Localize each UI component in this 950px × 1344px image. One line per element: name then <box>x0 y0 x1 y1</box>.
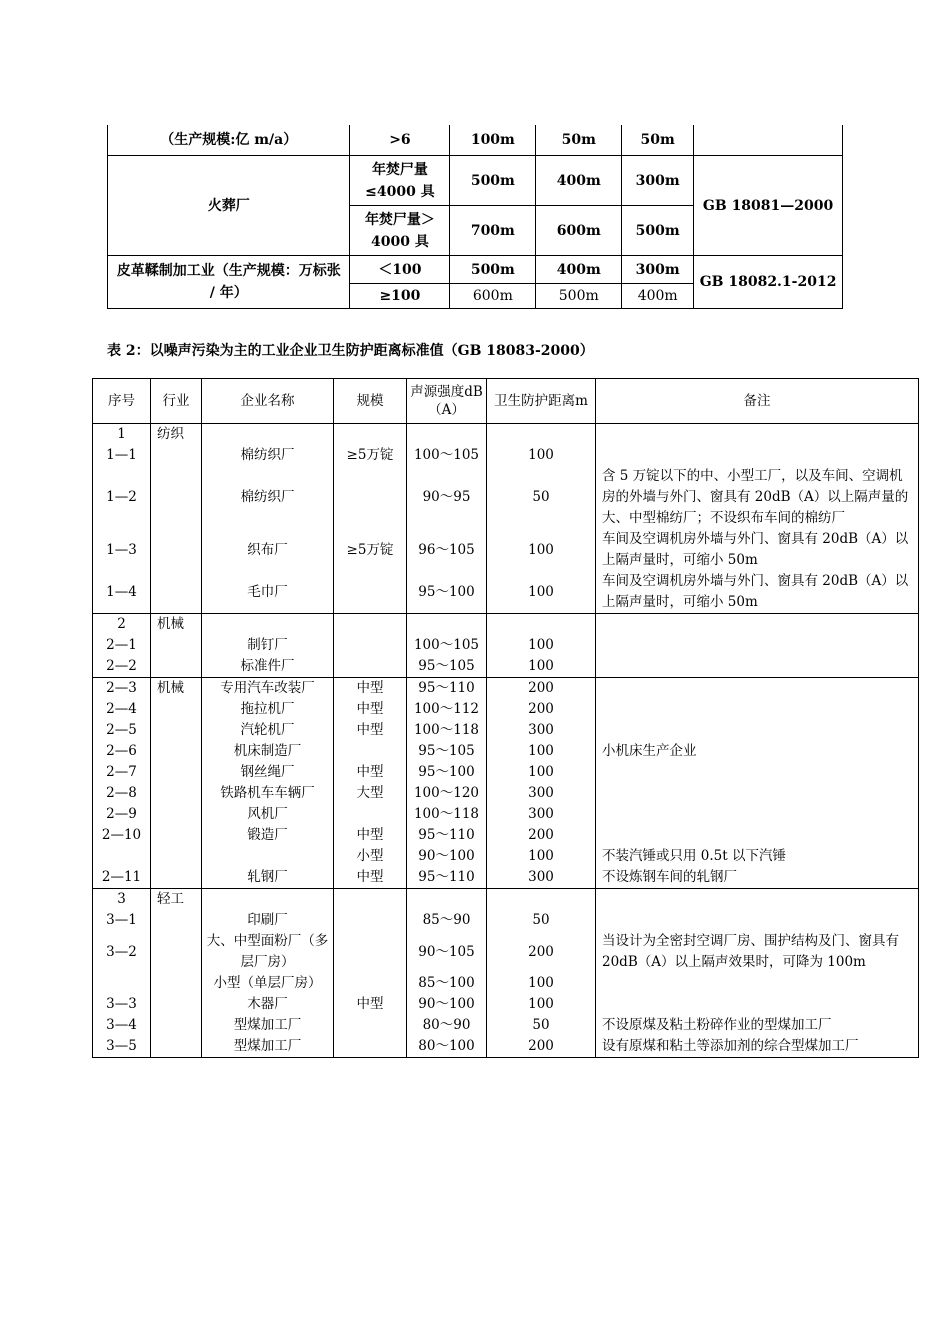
column-header: 备注 <box>596 379 919 424</box>
table-row <box>93 931 919 973</box>
table-row <box>108 125 843 156</box>
column-header: 卫生防护距离m <box>487 379 596 424</box>
table-cell: ＜100 <box>350 256 450 284</box>
table-cell-name <box>202 614 334 636</box>
table-cell-scale: 小型 <box>334 846 407 867</box>
table-row <box>93 1015 919 1036</box>
table-cell-seq: 2—11 <box>93 867 151 889</box>
table-cell-distance: 100 <box>487 529 596 571</box>
table-cell-note <box>596 699 919 720</box>
table-row <box>93 741 919 762</box>
table-cell-scale <box>334 1036 407 1058</box>
table-cell-name <box>202 889 334 911</box>
table-cell-industry <box>151 466 202 529</box>
table-cell-industry <box>151 1036 202 1058</box>
table-cell-seq: 1—4 <box>93 571 151 614</box>
table-cell-note <box>596 889 919 911</box>
table-row <box>93 614 919 636</box>
table-cell-seq: 3—2 <box>93 931 151 973</box>
column-header: 序号 <box>93 379 151 424</box>
table-cell-seq: 2—2 <box>93 656 151 678</box>
table-cell: 600m <box>450 284 536 309</box>
table-cell-note <box>596 445 919 466</box>
table-cell-noise: 100～105 <box>407 635 487 656</box>
table-cell-seq: 2—3 <box>93 678 151 700</box>
table-cell-distance: 200 <box>487 825 596 846</box>
table-cell-noise: 100～120 <box>407 783 487 804</box>
table-cell-noise: 95～105 <box>407 741 487 762</box>
table-cell-scale: ≥5万锭 <box>334 445 407 466</box>
table-cell-scale <box>334 656 407 678</box>
table-cell-noise: 95～110 <box>407 825 487 846</box>
table-cell: 火葬厂 <box>108 156 350 256</box>
table-cell-noise: 90～105 <box>407 931 487 973</box>
table-cell-name: 制钉厂 <box>202 635 334 656</box>
table-cell-distance: 200 <box>487 1036 596 1058</box>
table-row <box>93 783 919 804</box>
table-cell: 300m <box>622 256 694 284</box>
table-2-title: 表 2：以噪声污染为主的工业企业卫生防护距离标准值（GB 18083-2000） <box>107 343 594 359</box>
table-cell-note: 含 5 万锭以下的中、小型工厂，以及车间、空调机房的外墙与外门、窗具有 20dB（A）以上隔声量的大、中型棉纺厂；不设织布车间的棉纺厂 <box>596 466 919 529</box>
table-cell-seq: 2—8 <box>93 783 151 804</box>
table-cell-industry <box>151 699 202 720</box>
table-cell-industry <box>151 867 202 889</box>
table-row <box>108 256 843 284</box>
table-cell-note <box>596 614 919 636</box>
table-cell-noise: 100～118 <box>407 720 487 741</box>
table-cell: （生产规模:亿 m/a） <box>108 125 350 156</box>
table-cell-note <box>596 656 919 678</box>
table-cell-name: 专用汽车改装厂 <box>202 678 334 700</box>
table-cell-seq: 3—5 <box>93 1036 151 1058</box>
table-cell-note <box>596 973 919 994</box>
table-cell-name: 机床制造厂 <box>202 741 334 762</box>
table-cell-seq: 2—6 <box>93 741 151 762</box>
table-cell-scale: 中型 <box>334 720 407 741</box>
table-cell-industry <box>151 931 202 973</box>
table-cell-name: 棉纺织厂 <box>202 445 334 466</box>
table-row <box>93 635 919 656</box>
table-cell-distance: 100 <box>487 445 596 466</box>
table-cell-note: 不装汽锤或只用 0.5t 以下汽锤 <box>596 846 919 867</box>
table-cell-seq: 2—7 <box>93 762 151 783</box>
column-header: 企业名称 <box>202 379 334 424</box>
table-2 <box>92 378 919 1058</box>
table-cell-noise: 95～105 <box>407 656 487 678</box>
table-cell-name: 型煤加工厂 <box>202 1036 334 1058</box>
table-row <box>93 889 919 911</box>
table-cell-distance: 100 <box>487 994 596 1015</box>
table-cell-distance: 50 <box>487 1015 596 1036</box>
table-header-row <box>93 379 919 424</box>
table-cell-scale <box>334 910 407 931</box>
table-cell-noise: 96～105 <box>407 529 487 571</box>
table-cell-note <box>596 635 919 656</box>
table-cell: 400m <box>622 284 694 309</box>
table-1 <box>107 125 843 309</box>
table-cell: 500m <box>536 284 622 309</box>
table-cell-note <box>596 424 919 446</box>
table-cell: GB 18082.1-2012 <box>694 256 843 309</box>
table-cell-industry <box>151 973 202 994</box>
column-header: 行业 <box>151 379 202 424</box>
table-cell: 300m <box>622 156 694 206</box>
table-cell-seq: 2—10 <box>93 825 151 846</box>
table-cell-industry <box>151 783 202 804</box>
table-cell-noise <box>407 889 487 911</box>
table-cell-seq: 2—4 <box>93 699 151 720</box>
table-cell-industry <box>151 529 202 571</box>
table-cell-seq: 3—3 <box>93 994 151 1015</box>
table-cell-name: 木器厂 <box>202 994 334 1015</box>
table-cell-distance: 300 <box>487 867 596 889</box>
table-cell-noise: 90～100 <box>407 846 487 867</box>
table-cell-name: 铁路机车车辆厂 <box>202 783 334 804</box>
table-cell-distance: 200 <box>487 678 596 700</box>
table-cell-name <box>202 846 334 867</box>
table-cell-seq <box>93 846 151 867</box>
table-cell-seq: 1—1 <box>93 445 151 466</box>
table-row <box>93 825 919 846</box>
table-cell-industry: 机械 <box>151 678 202 700</box>
table-row <box>93 804 919 825</box>
table-cell-industry: 纺织 <box>151 424 202 446</box>
table-cell-scale: 中型 <box>334 678 407 700</box>
table-cell-industry <box>151 720 202 741</box>
table-cell: 500m <box>450 256 536 284</box>
table-cell: 50m <box>622 125 694 156</box>
table-cell-seq: 1 <box>93 424 151 446</box>
table-cell-name <box>202 424 334 446</box>
table-cell-seq: 3—1 <box>93 910 151 931</box>
table-cell-name: 汽轮机厂 <box>202 720 334 741</box>
table-cell-seq: 2 <box>93 614 151 636</box>
table-cell-seq: 2—5 <box>93 720 151 741</box>
table-cell-scale <box>334 804 407 825</box>
table-cell-industry: 轻工 <box>151 889 202 911</box>
table-row <box>108 156 843 206</box>
table-cell-note: 当设计为全密封空调厂房、围护结构及门、窗具有 20dB（A）以上隔声效果时，可降为 100m <box>596 931 919 973</box>
table-cell-distance: 100 <box>487 635 596 656</box>
table-cell-noise <box>407 424 487 446</box>
table-cell-scale: 大型 <box>334 783 407 804</box>
table-cell-name: 型煤加工厂 <box>202 1015 334 1036</box>
table-cell-note <box>596 762 919 783</box>
table-cell-noise: 85～100 <box>407 973 487 994</box>
table-cell-note: 不设原煤及粘土粉碎作业的型煤加工厂 <box>596 1015 919 1036</box>
table-cell-distance: 100 <box>487 846 596 867</box>
table-cell-name: 大、中型面粉厂（多层厂房） <box>202 931 334 973</box>
table-cell-scale <box>334 466 407 529</box>
table-cell-scale <box>334 973 407 994</box>
table-cell-noise: 100～105 <box>407 445 487 466</box>
table-row <box>93 762 919 783</box>
table-row <box>93 699 919 720</box>
table-cell: GB 18081—2000 <box>694 156 843 256</box>
table-row <box>93 867 919 889</box>
table-cell-distance: 300 <box>487 720 596 741</box>
table-cell-distance: 100 <box>487 571 596 614</box>
table-cell-distance: 300 <box>487 783 596 804</box>
column-header: 规模 <box>334 379 407 424</box>
table-row <box>93 720 919 741</box>
table-cell-seq: 3—4 <box>93 1015 151 1036</box>
table-cell: 年焚尸量＞4000 具 <box>350 206 450 256</box>
table-cell-scale: ≥5万锭 <box>334 529 407 571</box>
table-cell-name: 印刷厂 <box>202 910 334 931</box>
table-cell: 皮革鞣制加工业（生产规模：万标张 / 年） <box>108 256 350 309</box>
table-row <box>93 445 919 466</box>
table-cell-industry <box>151 994 202 1015</box>
table-cell-scale: 中型 <box>334 762 407 783</box>
table-cell-name: 毛巾厂 <box>202 571 334 614</box>
table-cell: 400m <box>536 256 622 284</box>
table-cell-seq: 1—3 <box>93 529 151 571</box>
table-row <box>93 656 919 678</box>
table-cell-seq: 2—9 <box>93 804 151 825</box>
table-cell-industry <box>151 804 202 825</box>
table-cell-scale <box>334 424 407 446</box>
table-cell-note: 小机床生产企业 <box>596 741 919 762</box>
table-row <box>93 910 919 931</box>
table-cell-industry <box>151 741 202 762</box>
table-cell-industry: 机械 <box>151 614 202 636</box>
table-cell-distance: 100 <box>487 656 596 678</box>
table-cell-scale <box>334 931 407 973</box>
table-cell: 年焚尸量≤4000 具 <box>350 156 450 206</box>
table-cell-scale: 中型 <box>334 994 407 1015</box>
table-cell: 700m <box>450 206 536 256</box>
table-cell-noise <box>407 614 487 636</box>
table-cell-distance: 100 <box>487 762 596 783</box>
table-cell-note <box>596 678 919 700</box>
table-cell-name: 拖拉机厂 <box>202 699 334 720</box>
table-row <box>93 466 919 529</box>
table-cell-note <box>596 910 919 931</box>
table-cell-name: 小型（单层厂房） <box>202 973 334 994</box>
table-cell-seq: 1—2 <box>93 466 151 529</box>
table-cell-distance: 50 <box>487 466 596 529</box>
table-cell-noise: 100～118 <box>407 804 487 825</box>
table-cell-scale: 中型 <box>334 867 407 889</box>
table-cell-note: 车间及空调机房外墙与外门、窗具有 20dB（A）以上隔声量时，可缩小 50m <box>596 571 919 614</box>
table-cell-noise: 90～100 <box>407 994 487 1015</box>
table-cell-noise: 80～100 <box>407 1036 487 1058</box>
table-cell-name: 钢丝绳厂 <box>202 762 334 783</box>
table-cell-name: 棉纺织厂 <box>202 466 334 529</box>
table-cell-industry <box>151 656 202 678</box>
table-cell-noise: 95～110 <box>407 867 487 889</box>
table-cell-noise: 85～90 <box>407 910 487 931</box>
table-cell-distance: 200 <box>487 931 596 973</box>
table-cell-note <box>596 804 919 825</box>
table-cell: 500m <box>622 206 694 256</box>
table-row <box>93 571 919 614</box>
table-row <box>93 678 919 700</box>
table-cell-scale <box>334 614 407 636</box>
table-cell-noise: 95～100 <box>407 571 487 614</box>
table-cell-scale <box>334 635 407 656</box>
table-cell-noise: 95～110 <box>407 678 487 700</box>
table-cell-seq: 3 <box>93 889 151 911</box>
column-header: 声源强度dB（A） <box>407 379 487 424</box>
table-cell-scale <box>334 741 407 762</box>
table-cell-distance <box>487 889 596 911</box>
table-cell-name: 织布厂 <box>202 529 334 571</box>
table-cell-distance: 300 <box>487 804 596 825</box>
table-row <box>93 424 919 446</box>
table-cell-scale: 中型 <box>334 699 407 720</box>
table-cell <box>694 125 843 156</box>
table-cell-distance <box>487 424 596 446</box>
table-cell-seq: 2—1 <box>93 635 151 656</box>
table-cell-industry <box>151 825 202 846</box>
table-cell-note: 不设炼钢车间的轧钢厂 <box>596 867 919 889</box>
table-cell-distance <box>487 614 596 636</box>
table-cell-note: 车间及空调机房外墙与外门、窗具有 20dB（A）以上隔声量时，可缩小 50m <box>596 529 919 571</box>
table-cell-noise: 100～112 <box>407 699 487 720</box>
table-2-body <box>93 424 919 1058</box>
table-cell-name: 标准件厂 <box>202 656 334 678</box>
table-cell-scale <box>334 889 407 911</box>
table-cell: 50m <box>536 125 622 156</box>
table-row <box>93 973 919 994</box>
table-cell-name: 风机厂 <box>202 804 334 825</box>
table-cell-noise: 80～90 <box>407 1015 487 1036</box>
table-cell-seq <box>93 973 151 994</box>
table-cell-industry <box>151 635 202 656</box>
table-cell-noise: 90～95 <box>407 466 487 529</box>
table-cell: ≥100 <box>350 284 450 309</box>
table-cell-name: 锻造厂 <box>202 825 334 846</box>
table-cell-industry <box>151 910 202 931</box>
table-cell-scale <box>334 571 407 614</box>
table-cell: 500m <box>450 156 536 206</box>
table-cell-industry <box>151 571 202 614</box>
table-cell: 400m <box>536 156 622 206</box>
table-cell: 100m <box>450 125 536 156</box>
table-cell-distance: 200 <box>487 699 596 720</box>
table-cell-note <box>596 720 919 741</box>
table-cell-noise: 95～100 <box>407 762 487 783</box>
table-row <box>93 994 919 1015</box>
table-cell-scale <box>334 1015 407 1036</box>
table-row <box>93 846 919 867</box>
table-cell-industry <box>151 762 202 783</box>
table-cell-note: 设有原煤和粘土等添加剂的综合型煤加工厂 <box>596 1036 919 1058</box>
table-cell-industry <box>151 445 202 466</box>
table-cell-scale: 中型 <box>334 825 407 846</box>
table-row <box>93 1036 919 1058</box>
table-row <box>93 529 919 571</box>
table-cell-note <box>596 825 919 846</box>
table-cell-note <box>596 783 919 804</box>
table-cell-distance: 100 <box>487 973 596 994</box>
table-cell: 600m <box>536 206 622 256</box>
table-cell-distance: 100 <box>487 741 596 762</box>
table-cell-industry <box>151 1015 202 1036</box>
table-cell: >6 <box>350 125 450 156</box>
table-cell-note <box>596 994 919 1015</box>
table-cell-name: 轧钢厂 <box>202 867 334 889</box>
table-cell-industry <box>151 846 202 867</box>
table-cell-distance: 50 <box>487 910 596 931</box>
